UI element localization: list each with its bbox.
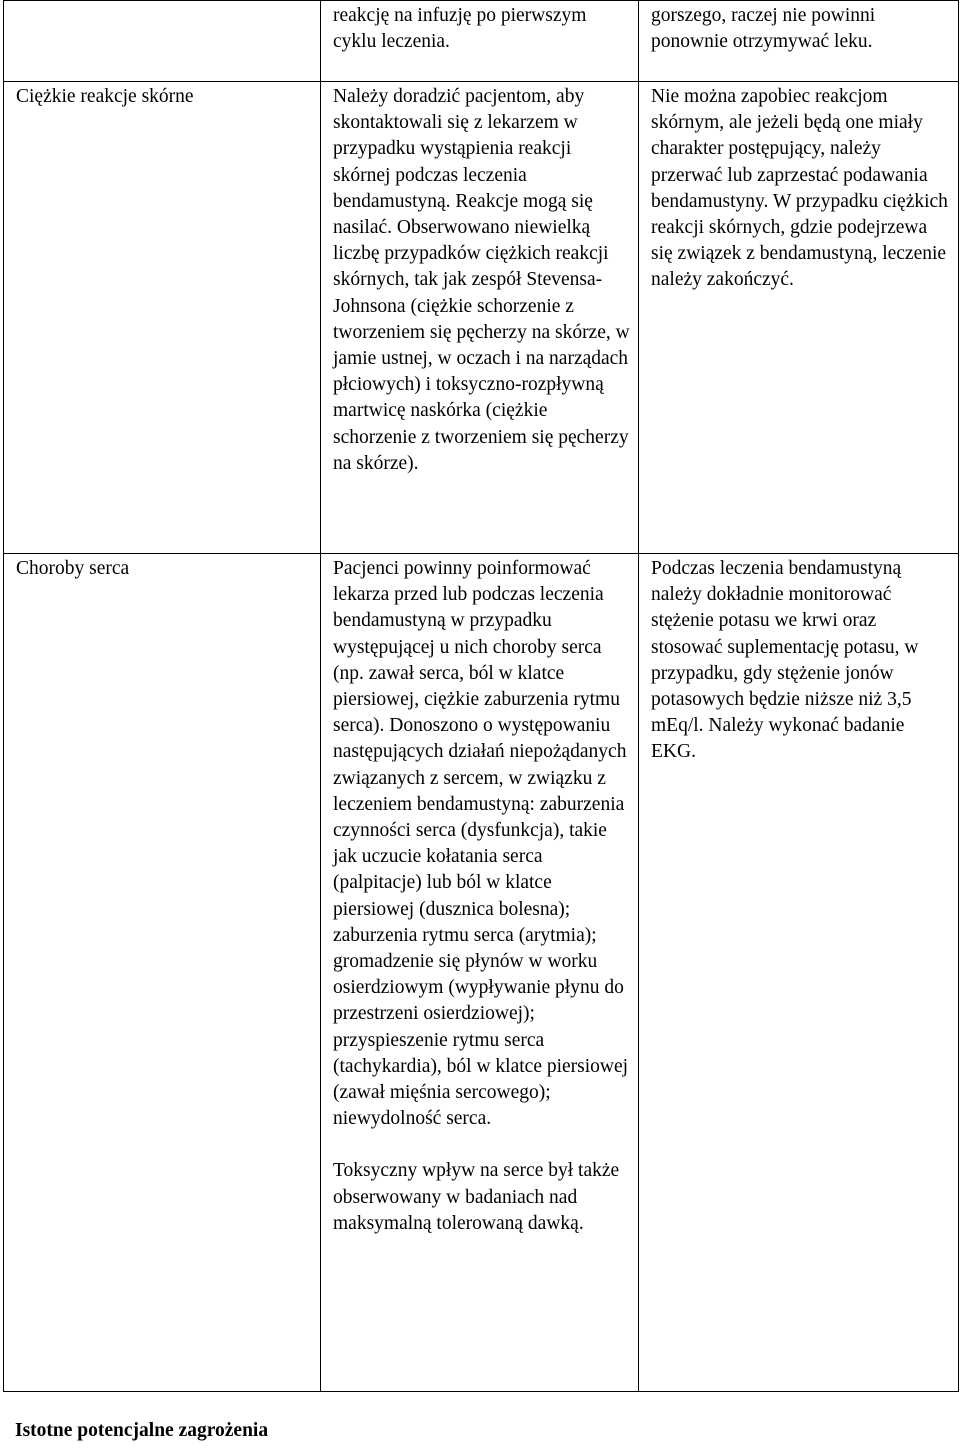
topic-cell [4, 554, 321, 1392]
recommendation-cell [639, 554, 959, 1392]
recommendation-cell [639, 82, 959, 554]
topic-cell [4, 1, 321, 82]
safety-table [3, 0, 959, 1392]
description-cell [321, 1, 639, 82]
table-row [4, 82, 959, 554]
recommendation-text: Nie można zapobiec reakcjom skórnym, ale jeżeli będą one miały charakter postępujący, należy przerwać lub zaprzestać podawania bendamustyny. W przypadku ciężkich reakcji skórnych, gdzie podejrzewa się związek z bendamustyną, leczenie należy zakończyć. [651, 86, 948, 291]
table-row [4, 1, 959, 82]
description-text: reakcję na infuzję po pierwszym cyklu leczenia. [333, 5, 587, 53]
table-row [4, 554, 959, 1392]
description-text: Pacjenci powinny poinformować lekarza przed lub podczas leczenia bendamustyną w przypadku występującej u nich choroby serca (np. zawał serca, ból w klatce piersiowej, ciężkie zaburzenia rytmu serca). Donoszono o występowaniu następujących działań niepożądanych związanych z sercem, w związku z leczeniem bendamustyną: zaburzenia czynności serca (dysfunkcja), takie jak uczucie kołatania serca (palpitacje) lub ból w klatce piersiowej (dusznica bolesna); zaburzenia rytmu serca (arytmia); gromadzenie się płynów w worku osierdziowym (wypływanie płynu do przestrzeni osierdziowej); przyspieszenie rytmu serca (tachykardia), ból w klatce piersiowej (zawał mięśnia sercowego); niewydolność serca. [333, 558, 629, 1130]
recommendation-text: Podczas leczenia bendamustyną należy dokładnie monitorować stężenie potasu we krwi oraz stosować suplementację potasu, w przypadku, gdy stężenie jonów potasowych będzie niższe niż 3,5 mEq/l. Należy wykonać badanie EKG. [651, 558, 919, 763]
recommendation-text: gorszego, raczej nie powinni ponownie otrzymywać leku. [651, 5, 876, 53]
topic-cell [4, 82, 321, 554]
description-cell [321, 82, 639, 554]
description-extra-text: Toksyczny wpływ na serce był także obserwowany w badaniach nad maksymalną tolerowaną dawką. [333, 1160, 620, 1234]
topic-text: Choroby serca [16, 558, 130, 579]
section-heading: Istotne potencjalne zagrożenia [15, 1420, 269, 1441]
recommendation-cell [639, 1, 959, 82]
topic-text: Ciężkie reakcje skórne [16, 86, 194, 107]
description-text: Należy doradzić pacjentom, aby skontaktowali się z lekarzem w przypadku wystąpienia reakcji skórnej podczas leczenia bendamustyną. Reakcje mogą się nasilać. Obserwowano niewielką liczbę przypadków ciężkich reakcji skórnych, tak jak zespół Stevensa-Johnsona (ciężkie schorzenie z tworzeniem się pęcherzy na skórze, w jamie ustnej, w oczach i na narządach płciowych) i toksyczno-rozpływną martwicę naskórka (ciężkie schorzenie z tworzeniem się pęcherzy na skórze). [333, 86, 630, 474]
description-cell [321, 554, 639, 1392]
